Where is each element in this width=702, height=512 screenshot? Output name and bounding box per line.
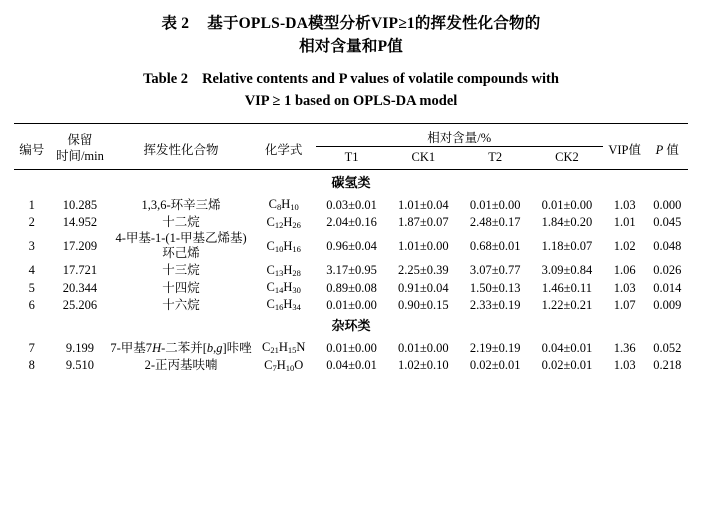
column-header-t2: T2	[488, 150, 503, 165]
cell-compound: 十三烷	[162, 263, 200, 278]
table-title-chinese-label: 表 2	[161, 15, 190, 32]
table-section-label: 碳氢类	[331, 175, 371, 191]
table-row	[14, 231, 688, 262]
cell-compound: 十四烷	[162, 280, 200, 295]
cell-retention-time: 10.285	[62, 197, 98, 212]
cell-formula: $C_{13}H_{28}$	[266, 262, 301, 279]
cell-formula: $C_{10}H_{16}$	[266, 238, 301, 254]
column-header-pvalue: P 值	[655, 142, 679, 157]
cell-ck2: 1.84±0.20	[541, 214, 593, 229]
table-title-english-line2: VIP ≥ 1 based on OPLS-DA model	[244, 92, 458, 109]
cell-ck2: 3.09±0.84	[541, 263, 593, 278]
cell-vip: 1.03	[613, 280, 636, 295]
cell-compound: 1,3,6-环辛三烯	[141, 197, 221, 212]
cell-t1: 2.04±0.16	[326, 214, 377, 229]
table-row	[14, 357, 688, 374]
cell-formula: $C_{12}H_{26}$	[266, 214, 301, 230]
table-section-header	[14, 170, 688, 196]
cell-t1: 0.89±0.08	[326, 280, 377, 295]
cell-pvalue: 0.009	[653, 297, 682, 312]
cell-retention-time: 20.344	[62, 280, 98, 295]
cell-pvalue: 0.218	[653, 357, 682, 372]
cell-no: 8	[28, 357, 35, 372]
cell-t2: 1.50±0.13	[469, 280, 521, 295]
cell-ck2: 1.46±0.11	[541, 280, 593, 295]
column-header-retention-time	[49, 124, 110, 170]
cell-vip: 1.03	[613, 357, 636, 372]
cell-vip: 1.02	[613, 239, 636, 254]
cell-vip: 1.06	[613, 263, 636, 278]
cell-t2: 3.07±0.77	[469, 263, 521, 278]
table-title-chinese-text2: 相对含量和P值	[299, 38, 403, 56]
cell-ck2: 0.01±0.00	[541, 197, 593, 212]
cell-pvalue: 0.000	[653, 197, 682, 212]
column-header-group-relative-content: 相对含量/%	[316, 124, 603, 147]
cell-vip: 1.03	[613, 197, 636, 212]
column-header-ck1: CK1	[411, 150, 436, 165]
cell-no: 4	[28, 263, 35, 278]
table-title-chinese-text: 基于OPLS-DA模型分析VIP≥1的挥发性化合物的	[207, 15, 541, 32]
column-header-no: 编号	[19, 142, 45, 157]
table-row	[14, 279, 688, 296]
cell-no: 1	[28, 197, 35, 212]
column-header-t1: T1	[344, 150, 359, 165]
cell-no: 6	[28, 297, 35, 312]
cell-no: 5	[28, 280, 35, 295]
cell-vip: 1.36	[613, 340, 636, 355]
cell-t2: 0.68±0.01	[469, 239, 521, 254]
table-body	[14, 170, 688, 373]
cell-retention-time: 9.199	[65, 340, 94, 355]
cell-ck1: 0.90±0.15	[398, 297, 449, 312]
volatile-compounds-table	[14, 123, 688, 373]
cell-formula: $C_{16}H_{34}$	[266, 297, 301, 313]
cell-ck2: 0.02±0.01	[541, 357, 593, 372]
table-title-chinese	[14, 12, 688, 59]
cell-t2: 2.19±0.19	[469, 340, 521, 355]
cell-retention-time: 9.510	[65, 357, 94, 372]
table-row	[14, 196, 688, 213]
cell-t1: 0.01±0.00	[326, 340, 377, 355]
cell-compound: 十二烷	[162, 214, 200, 229]
cell-vip: 1.07	[613, 297, 636, 312]
cell-formula: $C_{21}H_{15}N$	[261, 340, 306, 356]
column-header-retention-time-line2: 时间/min	[55, 148, 104, 163]
cell-ck1: 1.01±0.04	[398, 197, 449, 212]
cell-pvalue: 0.048	[653, 239, 682, 254]
cell-pvalue: 0.014	[653, 280, 682, 295]
column-header-ck2: CK2	[555, 150, 579, 165]
cell-ck1: 0.91±0.04	[398, 280, 449, 295]
table-row	[14, 296, 688, 313]
cell-retention-time: 14.952	[62, 214, 98, 229]
table-title-english	[14, 68, 688, 113]
table-section-label: 杂环类	[331, 318, 371, 334]
cell-ck1: 1.87±0.07	[398, 214, 449, 229]
cell-t1: 3.17±0.95	[326, 263, 377, 278]
cell-ck2: 1.18±0.07	[541, 239, 593, 254]
cell-retention-time: 17.209	[62, 239, 98, 254]
cell-compound: 7-甲基7H-二苯并[b,g]咔唑	[110, 340, 252, 355]
column-header-formula: 化学式	[264, 142, 303, 157]
cell-no: 7	[28, 340, 35, 355]
cell-pvalue: 0.052	[653, 340, 682, 355]
cell-t2: 0.02±0.01	[469, 357, 521, 372]
cell-ck1: 0.01±0.00	[398, 340, 449, 355]
cell-pvalue: 0.026	[653, 263, 682, 278]
table-row	[14, 339, 688, 356]
cell-vip: 1.01	[613, 214, 636, 229]
column-header-compound: 挥发性化合物	[143, 142, 219, 157]
cell-ck1: 1.01±0.00	[398, 239, 449, 254]
cell-t2: 2.48±0.17	[469, 214, 521, 229]
cell-t1: 0.03±0.01	[326, 197, 377, 212]
cell-t2: 0.01±0.00	[469, 197, 521, 212]
cell-no: 2	[28, 214, 35, 229]
cell-ck1: 1.02±0.10	[398, 357, 449, 372]
table-header	[14, 124, 688, 171]
column-header-retention-time-line1: 保留	[67, 133, 93, 148]
cell-compound: 十六烷	[162, 297, 200, 312]
cell-t2: 2.33±0.19	[469, 297, 521, 312]
cell-t1: 0.04±0.01	[326, 357, 377, 372]
table-title-english-label: Table 2	[143, 70, 189, 87]
cell-formula: $C_{14}H_{30}$	[266, 280, 301, 296]
cell-t1: 0.01±0.00	[326, 297, 377, 312]
cell-retention-time: 25.206	[62, 297, 98, 312]
cell-compound: 2-正丙基呋喃	[144, 357, 218, 372]
table-header-row-main	[14, 124, 688, 147]
cell-t1: 0.96±0.04	[326, 239, 377, 254]
cell-compound: 4-甲基-1-(1-甲基乙烯基) 环己烯	[115, 230, 247, 261]
table-title-english-line1: Relative contents and P values of volatile compounds with	[202, 70, 559, 87]
table-section-header	[14, 313, 688, 339]
cell-ck2: 1.22±0.21	[541, 297, 593, 312]
cell-pvalue: 0.045	[653, 214, 682, 229]
cell-ck2: 0.04±0.01	[541, 340, 593, 355]
cell-formula: $C_7H_{10}O$	[264, 357, 304, 373]
cell-formula: $C_8H_{10}$	[268, 197, 299, 213]
column-header-vip: VIP值	[608, 142, 642, 157]
table-row	[14, 214, 688, 231]
cell-retention-time: 17.721	[62, 263, 98, 278]
table-row	[14, 262, 688, 279]
cell-no: 3	[28, 239, 35, 254]
cell-ck1: 2.25±0.39	[398, 263, 449, 278]
